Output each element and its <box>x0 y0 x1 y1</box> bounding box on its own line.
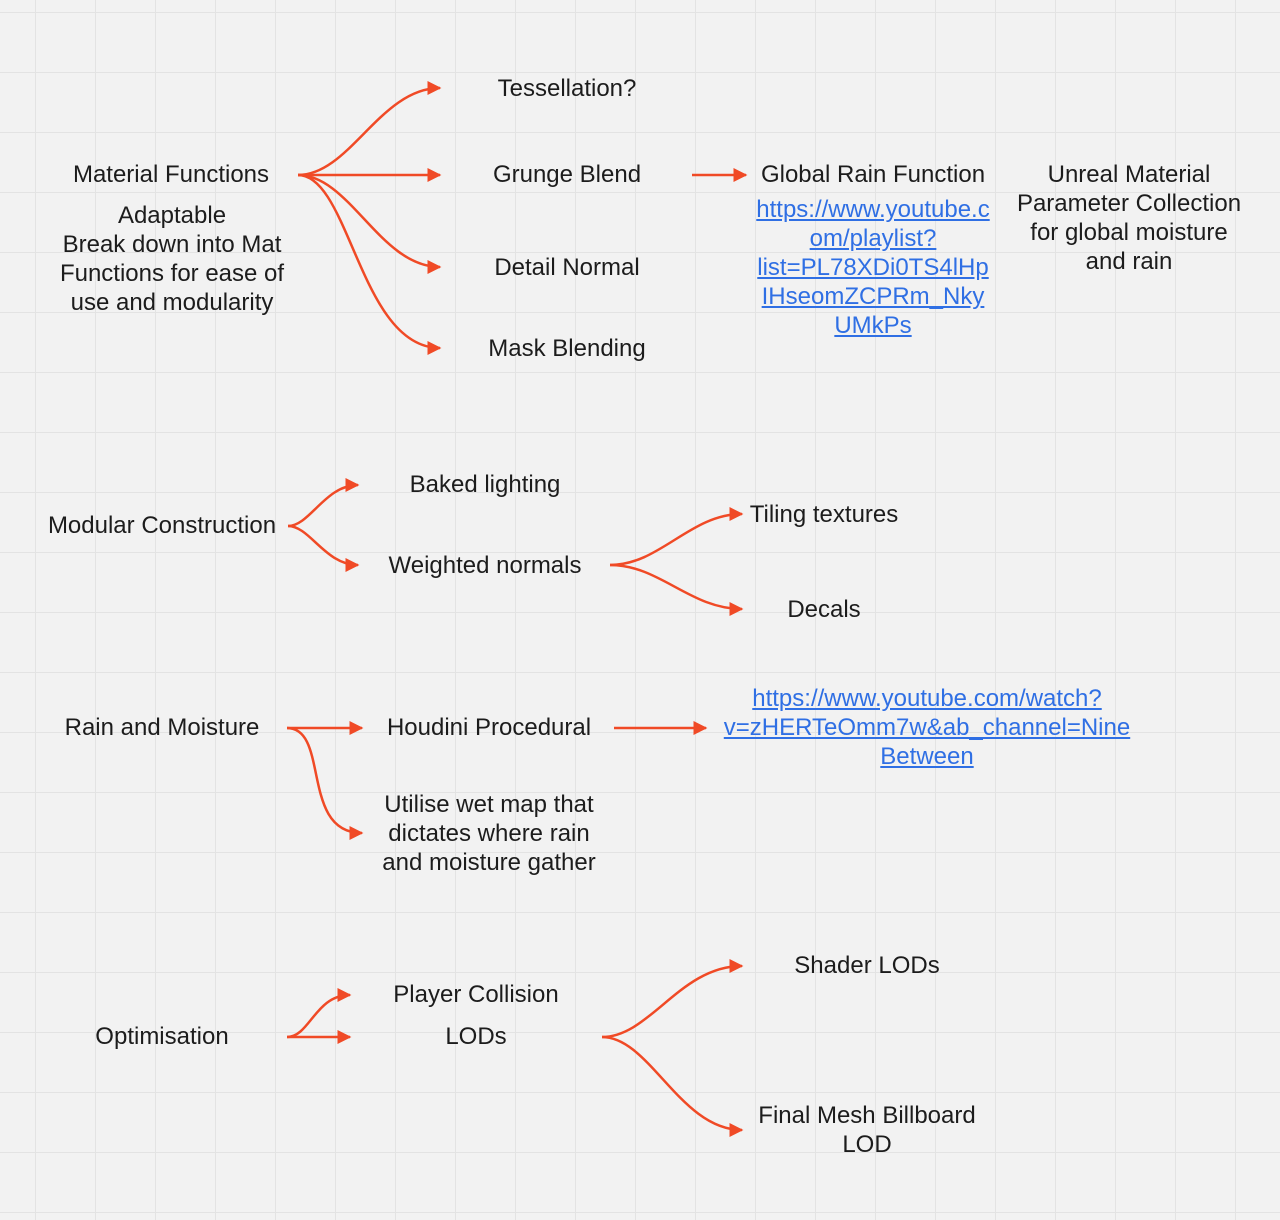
shader-lods-node: Shader LODs <box>794 952 940 979</box>
player-collision-node: Player Collision <box>393 981 559 1008</box>
modular-construction-node: Modular Construction <box>47 512 277 539</box>
decals-node: Decals <box>787 596 861 623</box>
arrow-rain-to-wet-map <box>287 728 362 833</box>
mask-blending-node: Mask Blending <box>488 335 646 362</box>
parameter-collection-note <box>1004 160 1254 276</box>
material-note-line: Functions for ease of <box>59 260 285 287</box>
material-functions-node: Material Functions <box>72 161 270 188</box>
detail-normal-node: Detail Normal <box>494 254 640 281</box>
billboard-lod-node <box>737 1101 997 1159</box>
collection-note-line: Unreal Material <box>1047 161 1211 188</box>
wet-map-node <box>359 790 619 877</box>
collection-note-line: Parameter Collection <box>1016 190 1242 217</box>
playlist-link-line[interactable]: list=PL78XDi0TS4lHp <box>757 254 989 281</box>
grunge-blend-node: Grunge Blend <box>492 161 642 188</box>
baked-lighting-node: Baked lighting <box>409 471 561 498</box>
watch-link-line[interactable]: https://www.youtube.com/watch? <box>752 685 1102 712</box>
playlist-link-line[interactable]: IHseomZCPRm_Nky <box>761 283 985 310</box>
arrow-lods-to-billboard <box>602 1037 742 1130</box>
watch-link-line[interactable]: Between <box>880 743 974 770</box>
material-note <box>22 201 322 317</box>
collection-note-line: and rain <box>1085 248 1173 275</box>
material-note-line: Break down into Mat <box>62 231 282 258</box>
houdini-procedural-node: Houdini Procedural <box>386 714 592 741</box>
rain-moisture-node: Rain and Moisture <box>64 714 260 741</box>
wet-map-line: and moisture gather <box>382 849 596 876</box>
arrow-material-to-tessellation <box>298 88 440 175</box>
tiling-textures-node: Tiling textures <box>749 501 899 528</box>
arrow-modular-to-baked <box>288 485 358 526</box>
playlist-link-line[interactable]: om/playlist? <box>809 225 937 252</box>
billboard-line: Final Mesh Billboard <box>758 1102 976 1129</box>
global-rain-function-node: Global Rain Function <box>760 161 986 188</box>
arrow-lods-to-shader <box>602 966 742 1037</box>
wet-map-line: Utilise wet map that <box>384 791 594 818</box>
arrow-optimisation-to-collision <box>287 995 350 1037</box>
watch-link-line[interactable]: v=zHERTeOmm7w&ab_channel=Nine <box>723 714 1131 741</box>
wet-map-line: dictates where rain <box>388 820 590 847</box>
playlist-link-line[interactable]: https://www.youtube.c <box>756 196 990 223</box>
billboard-line: LOD <box>842 1131 892 1158</box>
material-note-line: Adaptable <box>117 202 227 229</box>
playlist-link[interactable] <box>743 195 1003 340</box>
arrow-modular-to-normals <box>288 526 358 565</box>
playlist-link-line[interactable]: UMkPs <box>834 312 912 339</box>
youtube-watch-link[interactable] <box>707 684 1147 771</box>
collection-note-line: for global moisture <box>1030 219 1228 246</box>
weighted-normals-node: Weighted normals <box>388 552 582 579</box>
optimisation-node: Optimisation <box>95 1023 229 1050</box>
tessellation-node: Tessellation? <box>497 75 637 102</box>
lods-node: LODs <box>445 1023 507 1050</box>
material-note-line: use and modularity <box>70 289 274 316</box>
